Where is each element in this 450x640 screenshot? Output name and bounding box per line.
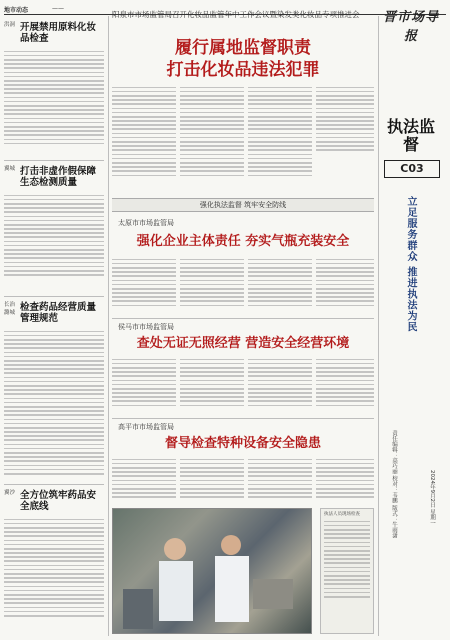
photo-caption-text: 执法人员现场检查 <box>324 512 360 517</box>
story4-body-col-4 <box>316 456 374 504</box>
lead-body-col-4 <box>316 84 374 164</box>
story3-body-col-3 <box>248 356 312 414</box>
story4-body-col-1 <box>112 456 176 504</box>
photo-caption <box>320 508 374 634</box>
paper-logo: 晋市场导报 <box>382 10 439 44</box>
story2-headline: 强化企业主体责任 夯实气瓶充装安全 <box>136 234 350 249</box>
left-item-city: 长治潞城 <box>4 302 16 316</box>
story3-body-col-2 <box>180 356 244 414</box>
sidebar-slogan: 立足服务群众 推进执法为民 <box>405 196 416 333</box>
left-item-body <box>4 328 104 477</box>
lead-body-col-1 <box>112 84 176 194</box>
story3-body-col-4 <box>316 356 374 414</box>
rule-story2 <box>112 318 374 319</box>
lead-headline-2: 打击化妆品违法犯罪 <box>166 60 320 80</box>
left-col-rule <box>108 16 109 636</box>
left-rule-2 <box>4 296 104 297</box>
story4-headline: 督导检查特种设备安全隐患 <box>164 436 321 451</box>
left-item-body <box>4 516 104 619</box>
section-band: 强化执法监督 筑牢安全防线 <box>112 198 374 212</box>
left-item-city: 翼沙 <box>4 490 16 496</box>
story3-body-col-1 <box>112 356 176 414</box>
left-item-body <box>4 192 104 278</box>
left-item-headline: 开展禁用原料化妆品检查 <box>20 22 97 44</box>
left-item-city: 翼城 <box>4 166 16 172</box>
story4-body-col-2 <box>180 456 244 504</box>
sidebar-editor: 责任编辑：高巧丽 校对：韦鹏 版式：牛雨潇 <box>391 430 397 538</box>
story2-kicker: 太原市市场监管局 <box>118 219 174 227</box>
photo-caption-lines <box>324 521 370 598</box>
story3-headline: 查处无证无照经营 营造安全经营环境 <box>136 336 350 351</box>
rule-story3 <box>112 418 374 419</box>
story4-photo <box>112 508 312 634</box>
left-item-city: 洪洞 <box>4 22 16 28</box>
photo-figures <box>113 509 312 634</box>
story4-kicker: 高平市市场监管局 <box>118 423 174 431</box>
left-item-1 <box>4 20 104 160</box>
left-rule-3 <box>4 484 104 485</box>
story4-body-col-3 <box>248 456 312 504</box>
section-label-suffix: —— <box>52 5 64 12</box>
left-item-3 <box>4 300 104 480</box>
section-label: 地市动态 <box>4 7 29 14</box>
lead-body-col-3 <box>248 84 312 194</box>
story2-body-col-1 <box>112 256 176 314</box>
story2-body-col-3 <box>248 256 312 314</box>
page-number: C03 <box>384 160 440 178</box>
left-item-body <box>4 48 104 147</box>
story3-kicker: 侯马市市场监管局 <box>118 323 174 331</box>
left-rule-1 <box>4 160 104 161</box>
left-item-2 <box>4 164 104 284</box>
right-col-rule <box>378 16 379 636</box>
lead-headline-1: 履行属地监督职责 <box>175 38 311 58</box>
story2-body-col-2 <box>180 256 244 314</box>
lead-body-col-2 <box>180 84 244 194</box>
sidebar-date: 2024年9月2日 星期一 <box>429 470 435 526</box>
left-item-headline: 全方位筑牢药品安全底线 <box>20 490 97 512</box>
lead-kicker: 阳泉市市场监管局召开化妆品监管年中工作会议暨染发类化妆品专项推进会 <box>112 10 360 19</box>
left-item-4 <box>4 488 104 636</box>
left-item-headline: 打击非虚作假保障生态检测质量 <box>20 166 97 188</box>
left-item-headline: 检查药品经营质量管理规范 <box>20 302 97 324</box>
column-name: 执法监督 <box>386 117 435 154</box>
story2-body-col-4 <box>316 256 374 314</box>
